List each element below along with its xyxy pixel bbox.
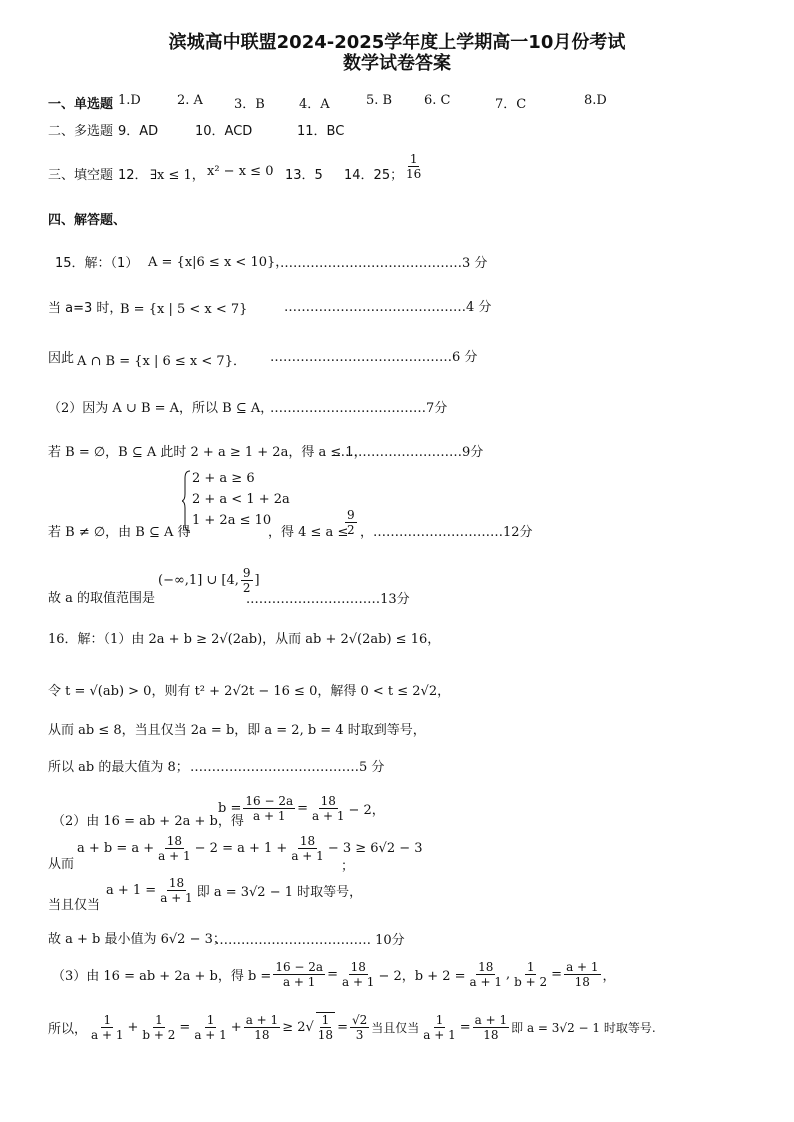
inequality-row: 2 + a ≥ 6 bbox=[192, 471, 255, 486]
score-dots: …………………………9分 bbox=[332, 445, 484, 460]
q16-line-7-label: 当且仅当 bbox=[48, 898, 101, 913]
q16-line-6-end: ； bbox=[341, 859, 355, 874]
q15-line-6-math: ，得 4 ≤ a ≤ bbox=[268, 525, 349, 540]
page-subtitle: 数学试卷答案 bbox=[343, 53, 451, 74]
answer-item: 14．25； bbox=[344, 168, 404, 183]
q15-line-5: 若 B = ∅，B ⊆ A 此时 2 + a ≥ 1 + 2a，得 a ≤ 1， bbox=[48, 445, 367, 460]
q15-line-1-label: 15．解：（1） bbox=[55, 256, 139, 271]
score-dots: ……………………………………4 分 bbox=[284, 300, 492, 315]
answer-formula: x² − x ≤ 0 bbox=[207, 164, 274, 179]
q15-range-expression: (−∞,1] ∪ [4, $\frac{9}{2}$ ] bbox=[158, 565, 260, 595]
q16-line-10: 所以， $\frac{1}{a + 1}$ + $\frac{1}{b + 2}$ = $\frac{1}{a + 1}$ + $\frac{a + 1}{18}$ ≥ 2√ $\frac{1}{18}$ = $\frac{√2}{3}$ 当且仅当 $\frac{1}{a + 1}$ = $\frac{a + 1}{18}$ 即 a = 3√2 − 1 时取等号. bbox=[48, 1012, 656, 1042]
answer-item: 6. C bbox=[424, 93, 451, 108]
score-dots: …………………………………5 分 bbox=[190, 760, 385, 775]
answer-item: 11．BC bbox=[297, 124, 345, 139]
q15-line-1-math: A = {x|6 ≤ x < 10}， bbox=[148, 255, 289, 270]
q16-line-4: 所以 ab 的最大值为 8； bbox=[48, 760, 189, 775]
answer-item: 7．C bbox=[495, 97, 527, 112]
q16-line-7-math: a + 1 = $\frac{18}{a + 1}$ 即 a = 3√2 − 1 时取等号， bbox=[106, 875, 363, 905]
q16-line-5-label: （2）由 16 = ab + 2a + b，得 bbox=[52, 814, 244, 829]
q16-line-6-label: 从而 bbox=[48, 857, 75, 872]
inequality-system bbox=[182, 470, 290, 530]
score-dots: ……………………………………3 分 bbox=[280, 256, 488, 271]
answer-item: 5. B bbox=[366, 93, 393, 108]
q15-line-3-math: A ∩ B = {x | 6 ≤ x < 7}． bbox=[77, 354, 246, 369]
answer-item: 2. A bbox=[177, 93, 203, 108]
score-dots: ，…………………………12分 bbox=[360, 525, 533, 540]
q16-line-8: 故 a + b 最小值为 6√2 − 3； bbox=[48, 932, 226, 947]
q16-line-1: 16．解：（1）由 2a + b ≥ 2√(2ab)，从而 ab + 2√(2ab) ≤ 16， bbox=[48, 632, 441, 647]
q15-line-2-label: 当 a=3 时， bbox=[48, 301, 123, 316]
score-dots: .…………………………13分 bbox=[246, 592, 410, 607]
q15-line-2-math: B = {x | 5 < x < 7} bbox=[120, 302, 248, 317]
inequality-row: 1 + 2a ≤ 10 bbox=[192, 513, 272, 528]
q16-line-6-math: a + b = a + $\frac{18}{a + 1}$ − 2 = a + 1 + $\frac{18}{a + 1}$ − 3 ≥ 6√2 − 3 bbox=[77, 833, 423, 863]
answer-item: 10．ACD bbox=[195, 124, 253, 139]
q15-line-6-fraction: $\frac{9}{2}$ bbox=[347, 508, 355, 537]
score-dots: ………………………………7分 bbox=[270, 401, 448, 416]
q16-line-2: 令 t = √(ab) > 0，则有 t² + 2√2t − 16 ≤ 0，解得 0 < t ≤ 2√2， bbox=[48, 684, 451, 699]
page-title: 滨城高中联盟2024-2025学年度上学期高一10月份考试 bbox=[168, 32, 626, 53]
answer-item: 8.D bbox=[584, 93, 607, 108]
score-dots: ……………………………… 10分 bbox=[215, 933, 405, 948]
answer-item: 1.D bbox=[118, 93, 141, 108]
section-single-choice-label: 一、单选题 bbox=[48, 97, 114, 112]
answer-item: 9．AD bbox=[118, 124, 159, 139]
q15-line-7-label: 故 a 的取值范围是 bbox=[48, 591, 156, 606]
q15-line-6-label: 若 B ≠ ∅，由 B ⊆ A 得 bbox=[48, 525, 191, 540]
q15-line-4: （2）因为 A ∪ B = A，所以 B ⊆ A， bbox=[48, 401, 274, 416]
inequality-row: 2 + a < 1 + 2a bbox=[192, 492, 290, 507]
q16-line-9: （3）由 16 = ab + 2a + b，得 b = $\frac{16 - 2a}{a + 1}$ = $\frac{18}{a + 1}$ − 2，b + 2 = $\frac{18}{a + 1}$ , $\frac{1}{b + 2}$ = $\frac{a + 1}{18}$ ， bbox=[52, 959, 616, 989]
answer-fraction: $\frac{1}{16}$ bbox=[406, 152, 422, 181]
section-fill-blank-label: 三、填空题 bbox=[48, 168, 114, 183]
score-dots: ……………………………………6 分 bbox=[270, 350, 478, 365]
answer-formula: ∃x ≤ 1， bbox=[150, 168, 205, 183]
section-solutions-label: 四、解答题、 bbox=[48, 213, 127, 228]
section-multi-choice-label: 二、多选题 bbox=[48, 124, 114, 139]
q15-line-3-label: 因此 bbox=[48, 351, 75, 366]
q16-line-3: 从而 ab ≤ 8，当且仅当 2a = b，即 a = 2, b = 4 时取到等号， bbox=[48, 723, 426, 738]
answer-item: 13．5 bbox=[285, 168, 323, 183]
answer-item: 3．B bbox=[234, 97, 265, 112]
answer-item: 12． bbox=[118, 168, 148, 183]
answer-item: 4．A bbox=[299, 97, 330, 112]
q16-line-5-math: b = $\frac{16 - 2a}{a + 1}$ = $\frac{18}{a + 1}$ − 2， bbox=[218, 793, 385, 823]
